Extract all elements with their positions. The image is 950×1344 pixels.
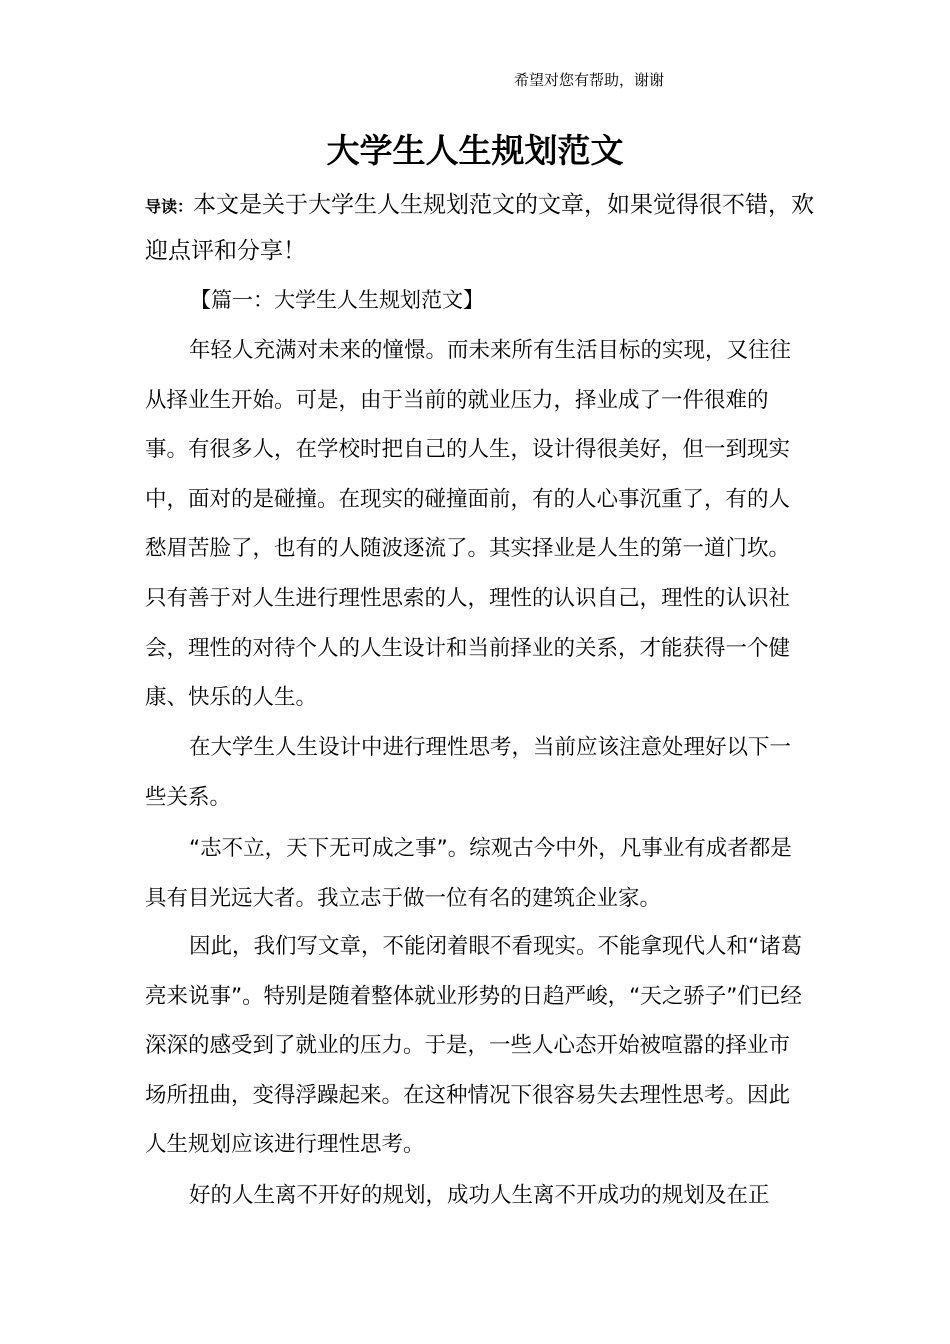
header-note: 希望对您有帮助，谢谢 — [514, 71, 665, 89]
intro-label: 导读： — [145, 197, 194, 216]
intro-paragraph — [145, 183, 815, 274]
page-title: 大学生人生规划范文 — [326, 131, 624, 170]
body-paragraph: 好的人生离不开好的规划，成功人生离不开成功的规划及在正 — [189, 1183, 770, 1208]
body-paragraph: 在大学生人生设计中进行理性思考，当前应该注意处理好以下一些关系。 — [145, 735, 792, 810]
section-heading: 【篇一：大学生人生规划范文】 — [190, 288, 484, 312]
intro-text: 本文是关于大学生人生规划范文的文章，如果觉得很不错，欢迎点评和分享！ — [145, 192, 815, 264]
body-paragraph: 因此，我们写文章，不能闭着眼不看现实。不能拿现代人和“诸葛亮来说事”。特别是随着整体就业形势的日趋严峻，“天之骄子”们已经深深的感受到了就业的压力。于是，一些人心态开始被喧嚣的择业市场所扭曲，变得浮躁起来。在这种情况下很容易失去理性思考。因此人生规划应该进行理性思考。 — [145, 934, 803, 1158]
body-paragraph: 年轻人充满对未来的憧憬。而未来所有生活目标的实现，又往往从择业生开始。可是，由于当前的就业压力，择业成了一件很难的事。有很多人，在学校时把自己的人生，设计得很美好，但一到现实中，面对的是碰撞。在现实的碰撞面前，有的人心事沉重了，有的人愁眉苦脸了，也有的人随波逐流了。其实择业是人生的第一道门坎。只有善于对人生进行理性思索的人，理性的认识自己，理性的认识社会，理性的对待个人的人生设计和当前择业的关系，才能获得一个健康、快乐的人生。 — [145, 338, 792, 711]
body-paragraph: “志不立，天下无可成之事”。综观古今中外，凡事业有成者都是具有目光远大者。我立志于做一位有名的建筑企业家。 — [145, 836, 792, 911]
